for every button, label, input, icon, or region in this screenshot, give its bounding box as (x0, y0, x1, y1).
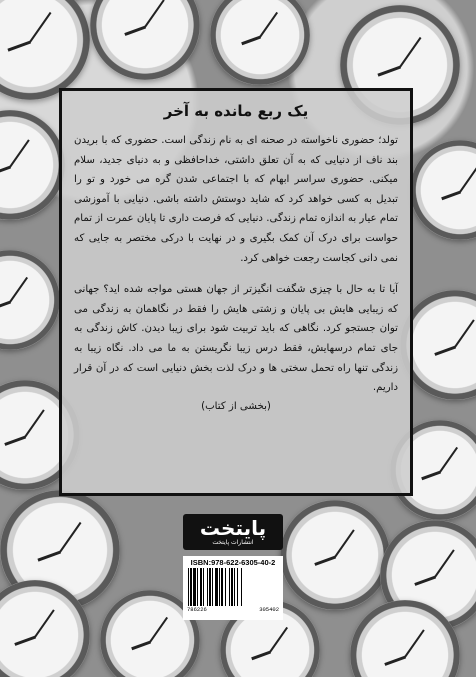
back-cover-text-box (59, 88, 413, 496)
barcode-bar (229, 568, 230, 606)
barcode-bar (241, 568, 242, 606)
barcode-bar (237, 568, 238, 606)
barcode-bar (212, 568, 213, 606)
barcode-bar (197, 568, 198, 606)
barcode-bar (207, 568, 208, 606)
barcode-bar (234, 568, 235, 606)
isbn-label: ISBN:978-622-6305-40-2 (190, 558, 276, 567)
barcode-bar (203, 568, 204, 606)
barcode-bar (219, 568, 220, 606)
clock-image (0, 250, 60, 350)
publisher-logo (183, 514, 283, 550)
barcode-bar (190, 568, 192, 606)
barcode-digits-right: 305402 (259, 606, 279, 613)
barcode-bar (221, 568, 223, 606)
clock-image (210, 0, 310, 85)
book-title: یک ربع مانده به آخر (163, 102, 309, 120)
barcode-bar (193, 568, 196, 606)
barcode-bar (209, 568, 211, 606)
clock-image (410, 140, 476, 240)
barcode-bar (215, 568, 218, 606)
publisher-subtitle: انتشارات پایتخت (212, 539, 254, 546)
excerpt-note: (بخشی از کتاب) (201, 400, 271, 412)
blurb-paragraph: تولد؛ حضوری ناخواسته در صحنه ای به نام زندگی است. حضوری که با بریدن بند ناف از دنیایی که به آن تعلق داشتی، خداحافظی و به دنیای جدید، سلام میکنی. حضوری سراسر ابهام که با اجتماعی شدن گره می خورد و تو را تبدیل به کسی خواهد کرد که شاید دوستش داشته باشی. دنیایی با آموزشی تمام عیار به اندازه تمام زندگی. دنیایی که فرصت داری تا پایان عمرت از تمام حواست برای درک آن کمک بگیری و در نهایت با درکی مختصر به جایی که نمی دانی کجاست رجعت خواهی کرد. (74, 135, 398, 264)
clock-image (90, 0, 200, 80)
barcode-bar (188, 568, 189, 606)
barcode-bar (225, 568, 226, 606)
clock-image (0, 0, 90, 100)
isbn-barcode-block (183, 556, 283, 620)
clock-image (0, 110, 65, 220)
blurb-paragraph: آیا تا به حال با چیزی شگفت انگیزتر از جهان هستی مواجه شده اید؟ جهانی که زیبایی هایش بی پایان و زشتی هایش را فقط در نگاهمان به زندگی می توان جستجو کرد. نگاهی که باید تربیت شود برای زیبا دیدن. کاش زندگی به جای تمام درسهایش، فقط درس زیبا نگریستن به ما می داد. نگاه زیبا به زندگی تنها راه تحمل سختی ها و درک لذت بخش دنیایی است که در آن قرار داریم. (74, 284, 398, 394)
publisher-name: پایتخت (199, 516, 267, 540)
barcode-bar (231, 568, 233, 606)
barcode-image (187, 568, 279, 606)
clock-image (280, 500, 390, 610)
barcode-bar (200, 568, 202, 606)
barcode-digits-left: 786226 (187, 606, 207, 613)
barcode-digits (187, 606, 279, 613)
